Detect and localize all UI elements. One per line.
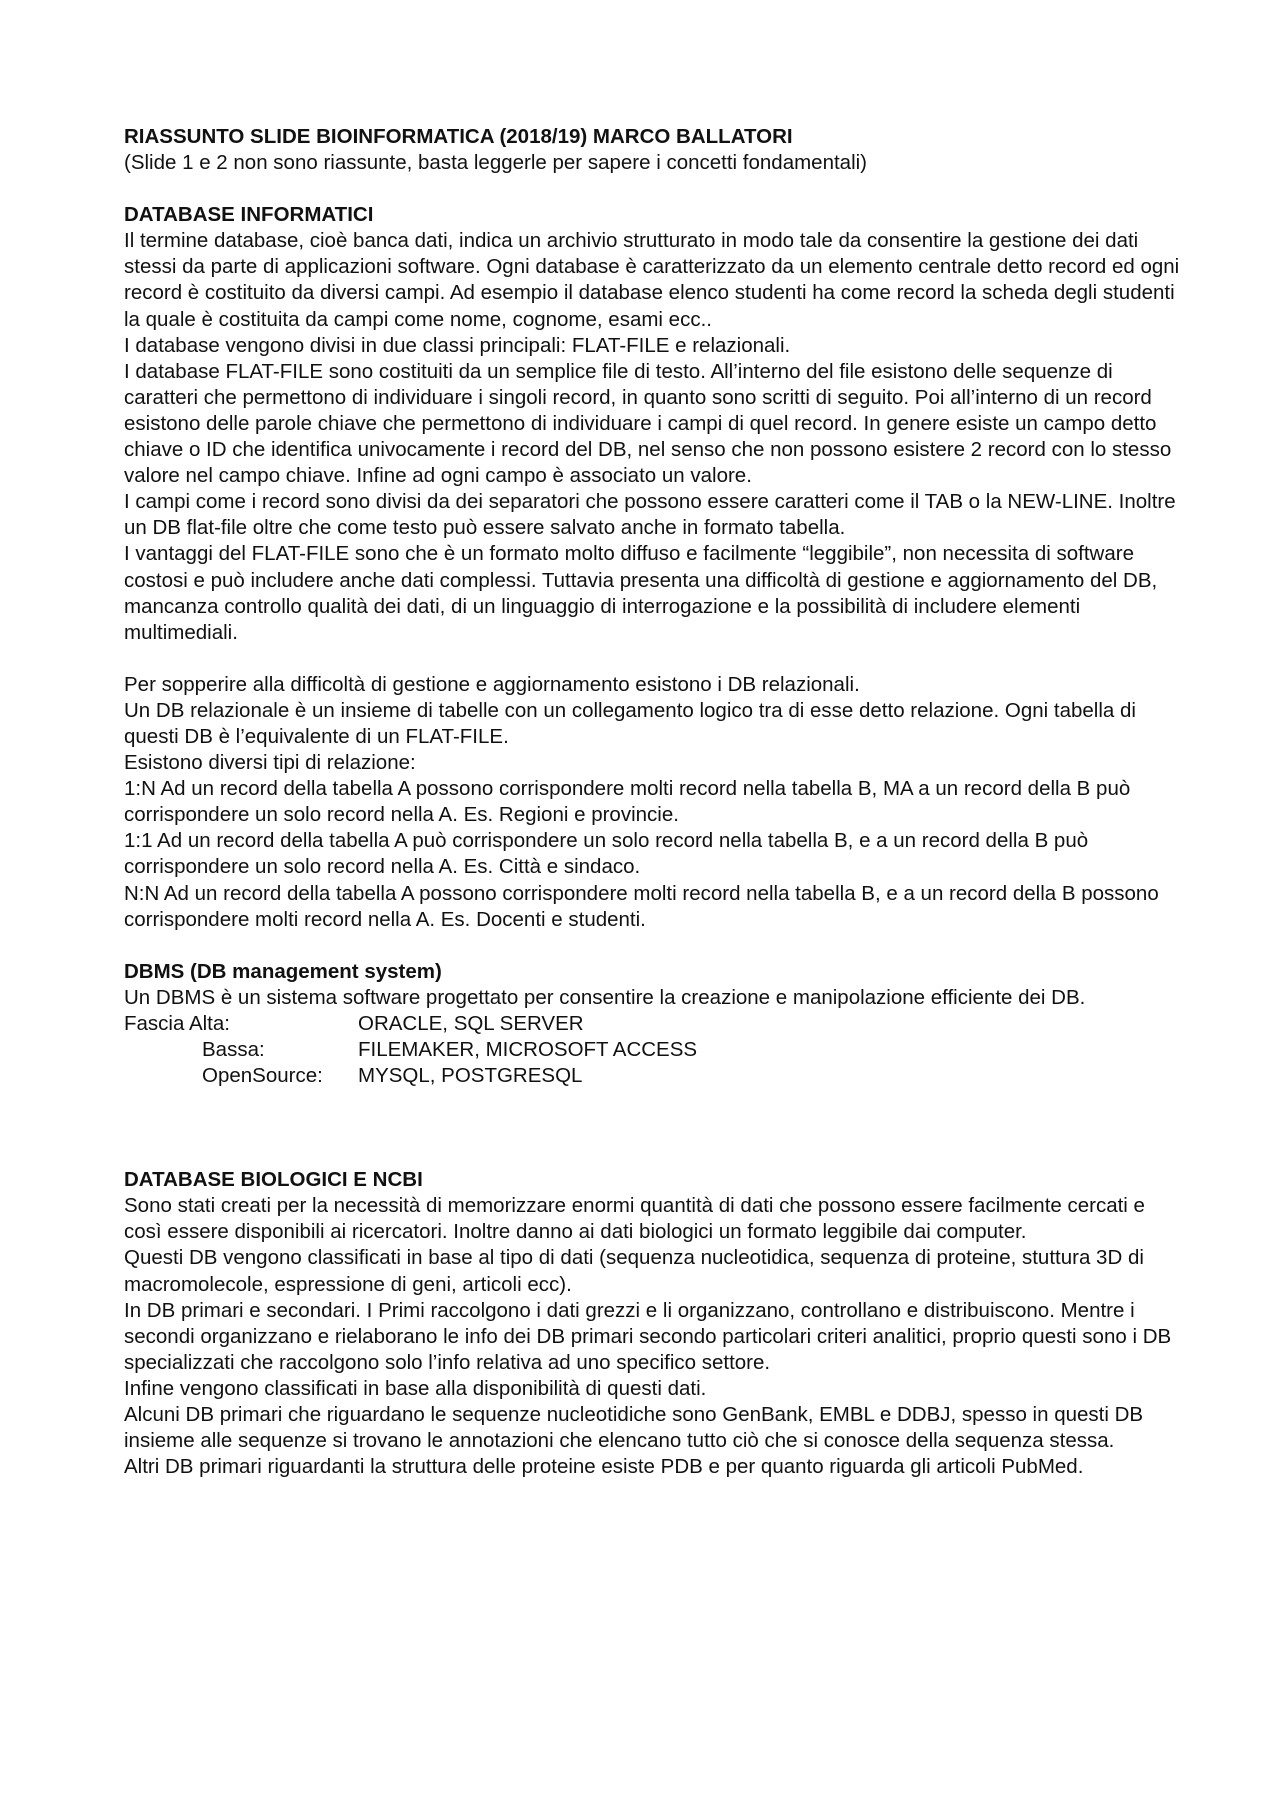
dbms-row	[124, 1011, 1184, 1037]
paragraph: I vantaggi del FLAT-FILE sono che è un formato molto diffuso e facilmente “leggibile”, non necessita di software costosi e può includere anche dati complessi. Tuttavia presenta una difficoltà di gestione e aggiornamento del DB, mancanza controllo qualità dei dati, di un linguaggio di interrogazione e la possibilità di includere elementi multimediali.	[124, 542, 1158, 644]
section-heading-database-informatici: DATABASE INFORMATICI	[124, 203, 374, 227]
paragraph: Esistono diversi tipi di relazione:	[124, 751, 416, 775]
dbms-row	[124, 1037, 1184, 1063]
paragraph: N:N Ad un record della tabella A possono corrispondere molti record nella tabella B, e a un record della B possono corrispondere molti record nella A. Es. Docenti e studenti.	[124, 881, 1159, 931]
paragraph: Questi DB vengono classificati in base al tipo di dati (sequenza nucleotidica, sequenza di proteine, stuttura 3D di macromolecole, espressione di geni, articoli ecc).	[124, 1246, 1144, 1296]
paragraph: Alcuni DB primari che riguardano le sequenze nucleotidiche sono GenBank, EMBL e DDBJ, spesso in questi DB insieme alle sequenze si trovano le annotazioni che elencano tutto ciò che si conosce della sequenza stessa.	[124, 1403, 1144, 1453]
paragraph: Altri DB primari riguardanti la struttura delle proteine esiste PDB e per quanto riguarda gli articoli PubMed.	[124, 1455, 1084, 1479]
spacer	[124, 933, 1184, 959]
paragraph: I database FLAT-FILE sono costituiti da un semplice file di testo. All’interno del file esistono delle sequenze di caratteri che permettono di individuare i singoli record, in quanto sono scritti di seguito. Poi all’interno di un record esistono delle parole chiave che permettono di individuare i campi di quel record. In genere esiste un campo detto chiave o ID che identifica univocamente i record del DB, nel senso che non possono esistere 2 record con lo stesso valore nel campo chiave. Infine ad ogni campo è associato un valore.	[124, 359, 1172, 488]
dbms-value: ORACLE, SQL SERVER	[358, 1011, 584, 1035]
spacer	[124, 1089, 1184, 1167]
paragraph: I campi come i record sono divisi da dei separatori che possono essere caratteri come il TAB o la NEW-LINE. Inoltre un DB flat-file oltre che come testo può essere salvato anche in formato tabella.	[124, 490, 1176, 540]
dbms-value: FILEMAKER, MICROSOFT ACCESS	[358, 1038, 698, 1061]
paragraph: Per sopperire alla difficoltà di gestione e aggiornamento esistono i DB relazionali.	[124, 672, 860, 696]
paragraph: Un DBMS è un sistema software progettato per consentire la creazione e manipolazione efficiente dei DB.	[124, 985, 1086, 1009]
dbms-label: Bassa:	[202, 1038, 265, 1061]
spacer	[124, 176, 1184, 202]
paragraph: Il termine database, cioè banca dati, indica un archivio strutturato in modo tale da consentire la gestione dei dati stessi da parte di applicazioni software. Ogni database è caratterizzato da un elemento centrale detto record ed ogni record è costituito da diversi campi. Ad esempio il database elenco studenti ha come record la scheda degli studenti la quale è costituita da campi come nome, cognome, esami ecc..	[124, 229, 1180, 331]
dbms-value: MYSQL, POSTGRESQL	[358, 1064, 583, 1088]
paragraph: Infine vengono classificati in base alla disponibilità di questi dati.	[124, 1376, 707, 1400]
spacer	[124, 646, 1184, 672]
document-subtitle: (Slide 1 e 2 non sono riassunte, basta leggerle per sapere i concetti fondamentali)	[124, 151, 868, 175]
document-page	[124, 124, 1184, 1480]
paragraph: 1:N Ad un record della tabella A possono corrispondere molti record nella tabella B, MA a un record della B può corrispondere un solo record nella A. Es. Regioni e provincie.	[124, 777, 1131, 827]
section-heading-database-biologici: DATABASE BIOLOGICI E NCBI	[124, 1168, 423, 1192]
paragraph: 1:1 Ad un record della tabella A può corrispondere un solo record nella tabella B, e a un record della B può corrispondere un solo record nella A. Es. Città e sindaco.	[124, 829, 1089, 879]
document-title: RIASSUNTO SLIDE BIOINFORMATICA (2018/19) MARCO BALLATORI	[124, 125, 793, 148]
paragraph: In DB primari e secondari. I Primi raccolgono i dati grezzi e li organizzano, controllano e distribuiscono. Mentre i secondi organizzano e rielaborano le info dei DB primari secondo particolari criteri analitici, proprio questi sono i DB specializzati che raccolgono solo l’info relativa ad uno specifico settore.	[124, 1298, 1172, 1374]
paragraph: Sono stati creati per la necessità di memorizzare enormi quantità di dati che possono essere facilmente cercati e così essere disponibili ai ricercatori. Inoltre danno ai dati biologici un formato leggibile dai computer.	[124, 1194, 1145, 1244]
dbms-label: Fascia Alta:	[124, 1011, 230, 1035]
section-heading-dbms: DBMS (DB management system)	[124, 959, 442, 983]
paragraph: Un DB relazionale è un insieme di tabelle con un collegamento logico tra di esse detto relazione. Ogni tabella di questi DB è l’equivalente di un FLAT-FILE.	[124, 698, 1136, 748]
paragraph: I database vengono divisi in due classi principali: FLAT-FILE e relazionali.	[124, 333, 791, 357]
dbms-label: OpenSource:	[202, 1064, 323, 1088]
dbms-row	[124, 1063, 1184, 1089]
